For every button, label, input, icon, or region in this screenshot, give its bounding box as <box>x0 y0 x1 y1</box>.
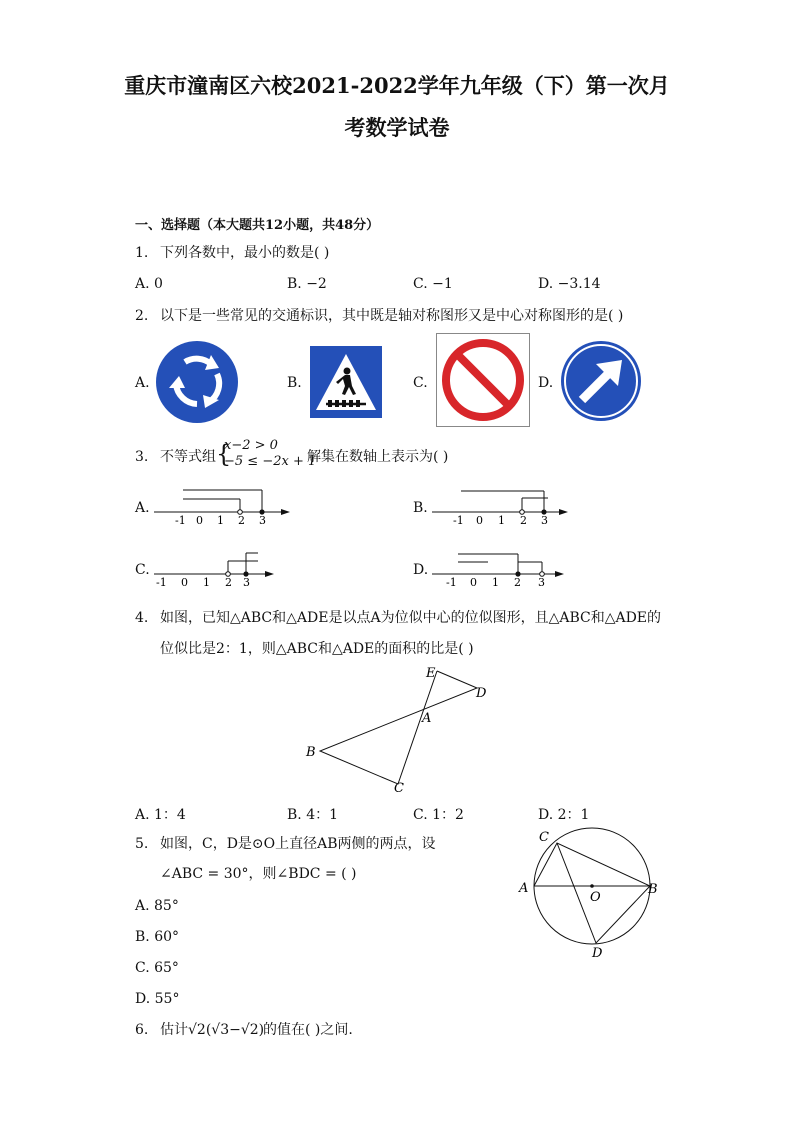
tick-label: -1 <box>446 576 457 589</box>
tick-label: 2 <box>520 514 527 527</box>
point-label-b: B <box>648 882 658 897</box>
q3-brace: { <box>216 440 232 468</box>
tick-label: 3 <box>541 514 548 527</box>
q2-label-b: B. <box>287 375 302 391</box>
q6-pre: 估计 <box>160 1022 188 1038</box>
q6-post: 的值在( )之间. <box>263 1022 353 1038</box>
q5-number: 5. <box>135 836 149 852</box>
q3-inequality-1: x−2 > 0 <box>224 438 278 453</box>
q3-label-b: B. <box>413 500 428 516</box>
q4-number: 4. <box>135 610 149 626</box>
q4-similar-triangles-diagram <box>300 664 500 798</box>
tick-label: 1 <box>498 514 505 527</box>
page-title-line2: 考数学试卷 <box>344 115 450 140</box>
q5-line2: ∠ABC = 30°，则∠BDC = ( ) <box>160 866 357 882</box>
point-label-c: C <box>539 830 549 845</box>
q5-line1: 如图，C，D是⊙O上直径AB两侧的两点，设 <box>160 836 436 852</box>
q5-option-c: C. 65° <box>135 960 179 976</box>
q6-number: 6. <box>135 1022 149 1038</box>
q3-label-d: D. <box>413 562 429 578</box>
q4-line2: 位似比是2：1，则△ABC和△ADE的面积的比是( ) <box>160 641 474 657</box>
point-label-o: O <box>590 890 601 905</box>
q1-option-d: D. −3.14 <box>538 276 601 292</box>
q3-numberline-d <box>428 548 573 590</box>
tick-label: 1 <box>203 576 210 589</box>
q2-label-d: D. <box>538 375 554 391</box>
q1-number: 1. <box>135 245 149 261</box>
tick-label: -1 <box>453 514 464 527</box>
tick-label: 2 <box>238 514 245 527</box>
crosswalk-sign-icon <box>310 346 382 418</box>
section-heading: 一、选择题（本大题共12小题，共48分） <box>135 218 380 233</box>
q5-circle-diagram <box>512 826 662 962</box>
roundabout-sign-icon <box>155 340 239 424</box>
tick-label: 3 <box>243 576 250 589</box>
point-label-d: D <box>592 946 603 961</box>
q3-inequality-2: −5 ≤ −2x + 1 <box>224 454 317 469</box>
q3-label-a: A. <box>135 500 150 516</box>
q6-expression: √2(√3−√2) <box>188 1022 265 1038</box>
q5-option-d: D. 55° <box>135 991 180 1007</box>
tick-label: 2 <box>514 576 521 589</box>
point-label-c: C <box>394 781 404 796</box>
q4-option-b: B. 4：1 <box>287 807 339 823</box>
q1-option-a: A. 0 <box>135 276 163 292</box>
q4-line1: 如图，已知△ABC和△ADE是以点A为位似中心的位似图形，且△ABC和△ADE的 <box>160 610 662 626</box>
point-label-d: D <box>476 686 487 701</box>
q5-option-b: B. 60° <box>135 929 180 945</box>
q4-option-a: A. 1：4 <box>135 807 186 823</box>
q2-label-c: C. <box>413 375 428 391</box>
q2-number: 2. <box>135 308 149 324</box>
q3-numberline-b <box>428 486 578 528</box>
q4-option-c: C. 1：2 <box>413 807 464 823</box>
q2-label-a: A. <box>135 375 150 391</box>
tick-label: 3 <box>259 514 266 527</box>
tick-label: -1 <box>175 514 186 527</box>
tick-label: 3 <box>538 576 545 589</box>
tick-label: -1 <box>156 576 167 589</box>
no-entry-sign-icon <box>436 333 530 427</box>
q3-pre: 不等式组 <box>160 449 216 465</box>
point-label-b: B <box>306 745 316 760</box>
tick-label: 1 <box>217 514 224 527</box>
tick-label: 0 <box>470 576 477 589</box>
q3-numberline-a <box>150 486 300 528</box>
point-label-a: A <box>422 711 432 726</box>
q1-option-c: C. −1 <box>413 276 453 292</box>
tick-label: 0 <box>476 514 483 527</box>
tick-label: 0 <box>196 514 203 527</box>
q4-option-d: D. 2：1 <box>538 807 590 823</box>
tick-label: 0 <box>181 576 188 589</box>
q2-text: 以下是一些常见的交通标识，其中既是轴对称图形又是中心对称图形的是( ) <box>160 308 624 324</box>
q3-numberline-c <box>150 548 280 590</box>
q1-text: 下列各数中，最小的数是( ) <box>160 245 330 261</box>
point-label-e: E <box>426 666 436 681</box>
q1-option-b: B. −2 <box>287 276 327 292</box>
page-title-line1: 重庆市潼南区六校2021-2022学年九年级（下）第一次月 <box>124 73 670 98</box>
q3-label-c: C. <box>135 562 150 578</box>
q5-option-a: A. 85° <box>135 898 179 914</box>
q3-number: 3. <box>135 449 149 465</box>
q3-post: 解集在数轴上表示为( ) <box>307 449 449 465</box>
point-label-a: A <box>519 881 529 896</box>
tick-label: 1 <box>492 576 499 589</box>
tick-label: 2 <box>225 576 232 589</box>
right-turn-arrow-sign-icon <box>560 340 642 422</box>
